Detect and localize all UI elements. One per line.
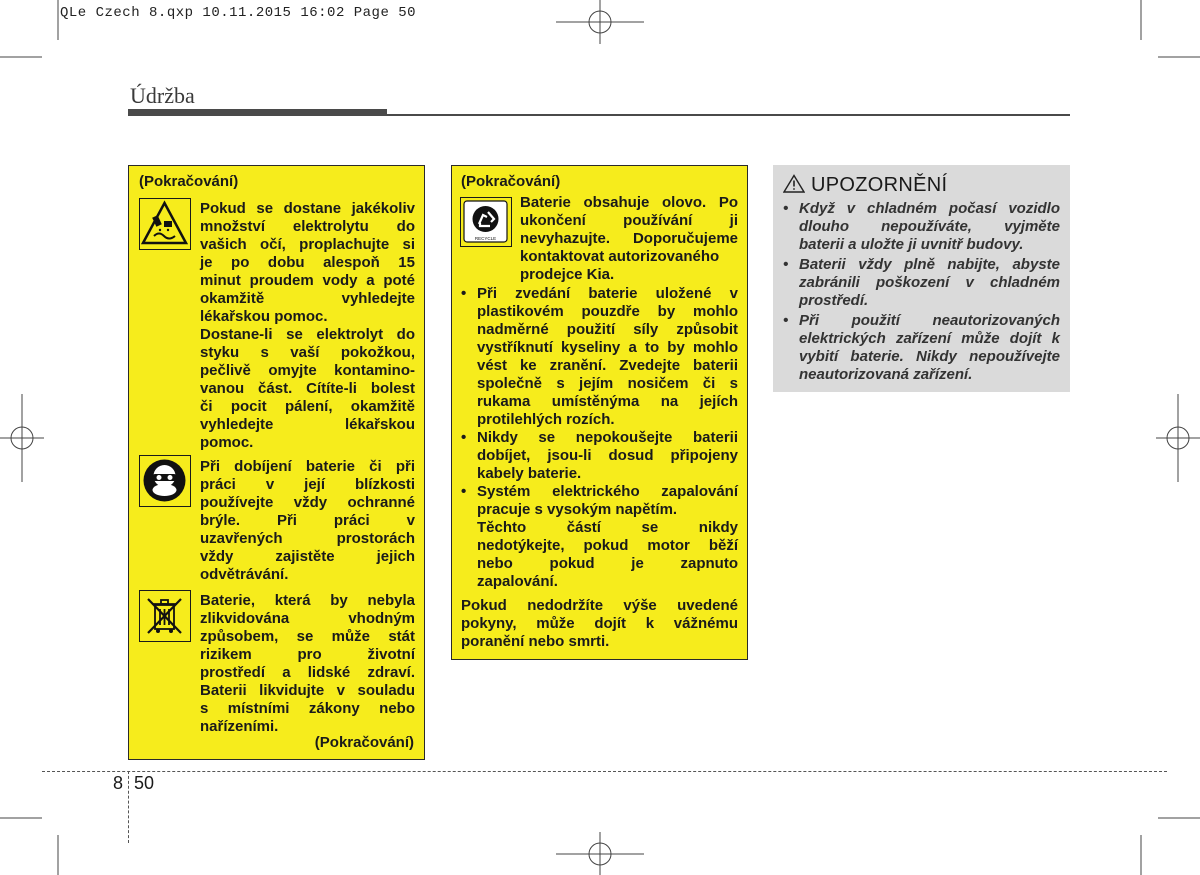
caution-heading — [783, 174, 947, 197]
text-line: elektrických zařízení může dojít k — [799, 330, 1060, 347]
text-line: s místními zákony nebo — [200, 700, 415, 717]
text-line: Při zvedání baterie uložené v — [477, 285, 738, 302]
text-line: vést ke zranění. Zvedejte baterii — [477, 357, 738, 374]
text-line: Pokud se dostane jakékoliv — [200, 200, 415, 217]
header-rule-thick — [128, 109, 387, 116]
text-line: protilehlých rozích. — [477, 411, 615, 428]
print-slug: QLe Czech 8.qxp 10.11.2015 16:02 Page 50 — [60, 5, 417, 21]
section-title: Údržba — [130, 83, 195, 108]
text-line: vašich očí, proplachujte si — [200, 236, 415, 253]
text-line: Těchto částí se nikdy — [477, 519, 738, 536]
battery-handling-list — [461, 285, 738, 591]
text-line: Při použití neautorizovaných — [799, 312, 1060, 329]
text-line: zlikvidována vhodným — [200, 610, 415, 627]
text-line: lékařskou pomoc. — [200, 308, 328, 325]
chapter-number: 8 — [113, 773, 124, 793]
text-line: nařízeními. — [200, 718, 279, 735]
text-line: je po dobu alespoň 15 — [200, 254, 415, 271]
text-line: okamžitě vyhledejte — [200, 290, 415, 307]
text-line: kabely baterie. — [477, 465, 582, 482]
bullet: • — [783, 256, 789, 273]
text-line: rukama umístěnýma na jejích — [477, 393, 738, 410]
continued-heading: (Pokračování) — [461, 173, 561, 190]
text-line: zabránili poškození v chladném — [799, 274, 1060, 291]
recycle-icon — [460, 197, 512, 247]
text-line: vanou část. Cítíte-li bolest — [200, 380, 415, 397]
text-line: Baterie obsahuje olovo. Po — [520, 194, 738, 211]
text-line: uzavřených prostorách — [200, 530, 415, 547]
text-line: Baterii likvidujte v souladu — [200, 682, 415, 699]
text-line: dobíjet, jsou-li dosud připojeny — [477, 447, 738, 464]
footer-divider — [42, 771, 1167, 772]
list-item — [461, 429, 738, 483]
text-line: rizikem pro životní — [200, 646, 415, 663]
eye-protection-icon — [139, 455, 191, 507]
text-line: nadměrné použití síly způsobit — [477, 321, 738, 338]
no-trash-bin-icon — [139, 590, 191, 642]
text-line: plastikovém pouzdře by mohlo — [477, 303, 738, 320]
caution-title: UPOZORNĚNÍ — [811, 174, 948, 196]
list-item — [461, 285, 738, 429]
text-line: či pocit pálení, okamžitě — [200, 398, 415, 415]
bullet: • — [461, 483, 467, 500]
text-line: nevyhazujte. Doporučujeme — [520, 230, 738, 247]
bullet: • — [461, 429, 467, 446]
bullet: • — [461, 285, 467, 302]
warning-triangle-icon — [783, 174, 805, 193]
text-line: Nikdy se nepokoušejte baterii — [477, 429, 738, 446]
text-line: Když v chladném počasí vozidlo — [799, 200, 1060, 217]
warning-box-lead-acid — [451, 165, 748, 660]
text-line: poranění nebo smrti. — [461, 633, 610, 650]
text-line: způsobem, se může stát — [200, 628, 415, 645]
bullet: • — [783, 312, 789, 329]
text-line: baterii a uložte ji uvnitř budovy. — [799, 236, 1024, 253]
text-line: ukončení používání ji — [520, 212, 738, 229]
text-line: prostředí. — [799, 292, 869, 309]
list-item — [783, 256, 1060, 310]
corrosive-icon — [139, 198, 191, 250]
header-rule-thin — [387, 114, 1070, 116]
text-line: dlouho nepoužíváte, vyjměte — [799, 218, 1060, 235]
text-line: vybití baterie. Nikdy nepoužívejte — [799, 348, 1060, 365]
text-line: zapalování. — [477, 573, 558, 590]
continued-heading: (Pokračování) — [139, 173, 239, 190]
list-item — [783, 200, 1060, 254]
text-line: Při dobíjení baterie či při — [200, 458, 415, 475]
text-line: prodejce Kia. — [520, 266, 615, 283]
text-line: styku s vaší pokožkou, — [200, 344, 415, 361]
list-item — [783, 312, 1060, 384]
text-line: neautorizovaná zařízení. — [799, 366, 973, 383]
text-line: nedotýkejte, pokud motor běží — [477, 537, 738, 554]
text-line: prostředí a lidské zdraví. — [200, 664, 415, 681]
text-line: odvětrávání. — [200, 566, 289, 583]
text-line: vyhledejte lékařskou — [200, 416, 415, 433]
text-line: pracuje s vysokým napětím. — [477, 501, 678, 518]
footer-vertical-divider — [128, 771, 129, 843]
text-line: Baterie, která by nebyla — [200, 592, 415, 609]
text-line: Pokud nedodržíte výše uvedené — [461, 597, 738, 614]
text-line: Baterii vždy plně nabijte, abyste — [799, 256, 1060, 273]
text-line: pomoc. — [200, 434, 254, 451]
text-line: práci v její blízkosti — [200, 476, 415, 493]
text-line: minut proudem vody a poté — [200, 272, 415, 289]
text-line: kontaktovat autorizovaného — [520, 248, 720, 265]
text-line: množství elektrolytu do — [200, 218, 415, 235]
text-line: používejte vždy ochranné — [200, 494, 415, 511]
text-line: společně s jejím nosičem či s — [477, 375, 738, 392]
text-line: pečlivě omyjte kontamino- — [200, 362, 415, 379]
text-line: Dostane-li se elektrolyt do — [200, 326, 415, 343]
caution-box — [773, 165, 1070, 392]
bullet: • — [783, 200, 789, 217]
text-line: pokyny, může dojít k vážnému — [461, 615, 738, 632]
caution-list — [783, 200, 1060, 386]
text-line: vždy zajistěte jejich — [200, 548, 415, 565]
text-line: nebo pokud je zapnuto — [477, 555, 738, 572]
warning-box-electrolyte — [128, 165, 425, 760]
text-line: brýle. Při práci v — [200, 512, 415, 529]
recycle-label: RECYCLE — [474, 236, 497, 241]
text-line: vystříknutí kyseliny a to by mohlo — [477, 339, 738, 356]
continued-footer: (Pokračování) — [314, 734, 414, 751]
page-number: 50 — [134, 773, 155, 793]
text-line: Systém elektrického zapalování — [477, 483, 738, 500]
list-item — [461, 483, 738, 591]
